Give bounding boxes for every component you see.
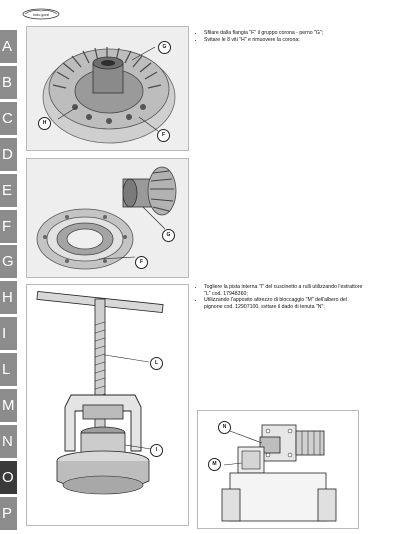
section-tab-b[interactable]: B (0, 66, 17, 99)
section-tab-m[interactable]: M (0, 389, 17, 422)
instruction-item: • Sfilare dalla flangia "F" il gruppo corona - perno "G"; (204, 30, 394, 37)
section-tab-g[interactable]: G (0, 245, 17, 278)
flange-pinion-illustration (27, 159, 188, 277)
callout-f: F (157, 129, 170, 142)
section-tab-f[interactable]: F (0, 210, 17, 243)
logo-text: moto guzzi (32, 13, 50, 17)
section-tab-a[interactable]: A (0, 30, 17, 63)
section-tabs (0, 0, 17, 534)
section-tab-n[interactable]: N (0, 425, 17, 458)
section-tab-o[interactable]: O (0, 461, 17, 494)
instruction-item: • Svitare le 8 viti "H" e rimuovere la corona; (204, 37, 394, 44)
callout-g: G (162, 229, 175, 242)
callout-l: L (150, 357, 163, 370)
instruction-list-bottom (196, 284, 364, 310)
instruction-item: • Utilizzando l'apposito attrezzo di bloccaggio "M" dell'albero del pignone cod. 12907100, svitare il dado di tenuta "N"; (204, 297, 364, 310)
figure-pinion-lock-tool (197, 410, 359, 529)
instruction-list-top (196, 30, 394, 43)
section-tab-h[interactable]: H (0, 281, 17, 314)
section-tab-i[interactable]: I (0, 317, 17, 350)
instructions-bottom (196, 284, 364, 310)
figure-crown-gear (26, 26, 189, 151)
callout-g: G (158, 41, 171, 54)
figure-flange-pinion (26, 158, 189, 278)
callout-i: I (150, 444, 163, 457)
section-tab-e[interactable]: E (0, 174, 17, 207)
section-tab-d[interactable]: D (0, 138, 17, 171)
figure-bearing-puller (26, 284, 189, 526)
instruction-item: • Togliere la pista interna "I" del cuscinetto a rulli utilizzando l'estrattore "L" cod. 17948360; (204, 284, 364, 297)
section-tab-c[interactable]: C (0, 102, 17, 135)
bearing-puller-illustration (27, 285, 188, 525)
callout-f: F (135, 256, 148, 269)
section-tab-l[interactable]: L (0, 353, 17, 386)
instructions-top (196, 30, 394, 43)
section-tab-p[interactable]: P (0, 497, 17, 530)
moto-guzzi-logo (22, 8, 60, 20)
callout-m: M (208, 458, 221, 471)
callout-n: N (218, 421, 231, 434)
callout-h: H (38, 117, 51, 130)
